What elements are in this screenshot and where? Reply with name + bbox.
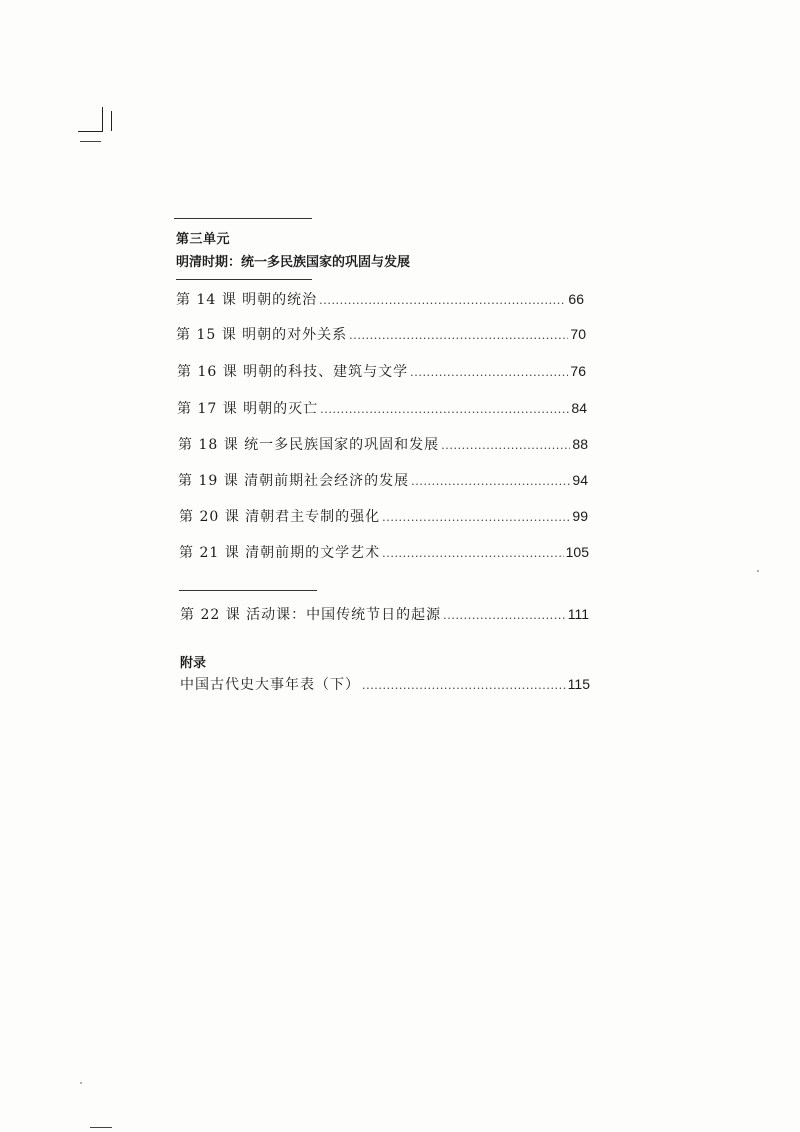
toc-entry-page: 94 [572, 472, 588, 488]
toc-entry[interactable] [176, 289, 584, 309]
toc-leader-dots [443, 609, 566, 622]
toc-entry[interactable] [178, 470, 588, 490]
toc-entry-page: 105 [565, 544, 589, 560]
toc-entry-page: 84 [571, 400, 587, 416]
crop-mark [78, 131, 102, 132]
toc-leader-dots [349, 329, 568, 342]
toc-entry[interactable] [177, 361, 586, 381]
toc-entry-label: 第 22 课 活动课：中国传统节日的起源 [180, 607, 442, 623]
toc-leader-dots [382, 511, 570, 524]
toc-entry-label: 第 17 课 明朝的灭亡 [177, 401, 319, 417]
toc-entry[interactable] [179, 506, 588, 526]
toc-entry-label: 中国古代史大事年表（下） [180, 677, 360, 693]
toc-entry-page: 99 [572, 508, 588, 524]
toc-leader-dots [362, 679, 566, 692]
appendix-title: 附录 [180, 656, 207, 671]
toc-entry-label: 第 15 课 明朝的对外关系 [176, 327, 348, 343]
section-divider [174, 218, 312, 219]
unit-title: 第三单元 [176, 232, 231, 247]
toc-entry-page: 76 [570, 363, 586, 379]
toc-entry-label: 第 19 课 清朝前期社会经济的发展 [178, 473, 410, 489]
toc-entry[interactable] [176, 324, 586, 344]
toc-leader-dots [382, 547, 563, 560]
toc-entry[interactable] [178, 434, 588, 454]
toc-entry-page: 70 [570, 326, 586, 342]
toc-leader-dots [319, 294, 566, 307]
section-divider [179, 590, 317, 591]
toc-entry-page: 115 [567, 676, 590, 692]
toc-entry-label: 第 18 课 统一多民族国家的巩固和发展 [178, 437, 440, 453]
toc-entry-page: 111 [567, 606, 589, 622]
toc-leader-dots [441, 439, 570, 452]
scan-speck [80, 1082, 82, 1084]
toc-entry[interactable] [179, 542, 589, 562]
toc-entry-page: 66 [568, 291, 584, 307]
toc-entry-page: 88 [572, 436, 588, 452]
toc-entry[interactable] [180, 604, 589, 624]
toc-leader-dots [320, 403, 569, 416]
section-divider [176, 279, 312, 280]
toc-entry-appendix[interactable] [180, 674, 590, 694]
toc-entry-label: 第 20 课 清朝君主专制的强化 [179, 509, 381, 525]
unit-subtitle: 明清时期：统一多民族国家的巩固与发展 [176, 255, 411, 270]
toc-entry[interactable] [177, 398, 587, 418]
crop-mark [80, 141, 101, 142]
crop-mark [102, 107, 103, 132]
toc-entry-label: 第 14 课 明朝的统治 [176, 292, 318, 308]
crop-mark [90, 1127, 112, 1128]
toc-leader-dots [411, 475, 570, 488]
scan-speck [757, 570, 759, 572]
crop-mark [111, 111, 112, 131]
toc-entry-label: 第 16 课 明朝的科技、建筑与文学 [177, 364, 409, 380]
toc-leader-dots [410, 366, 568, 379]
toc-entry-label: 第 21 课 清朝前期的文学艺术 [179, 545, 381, 561]
